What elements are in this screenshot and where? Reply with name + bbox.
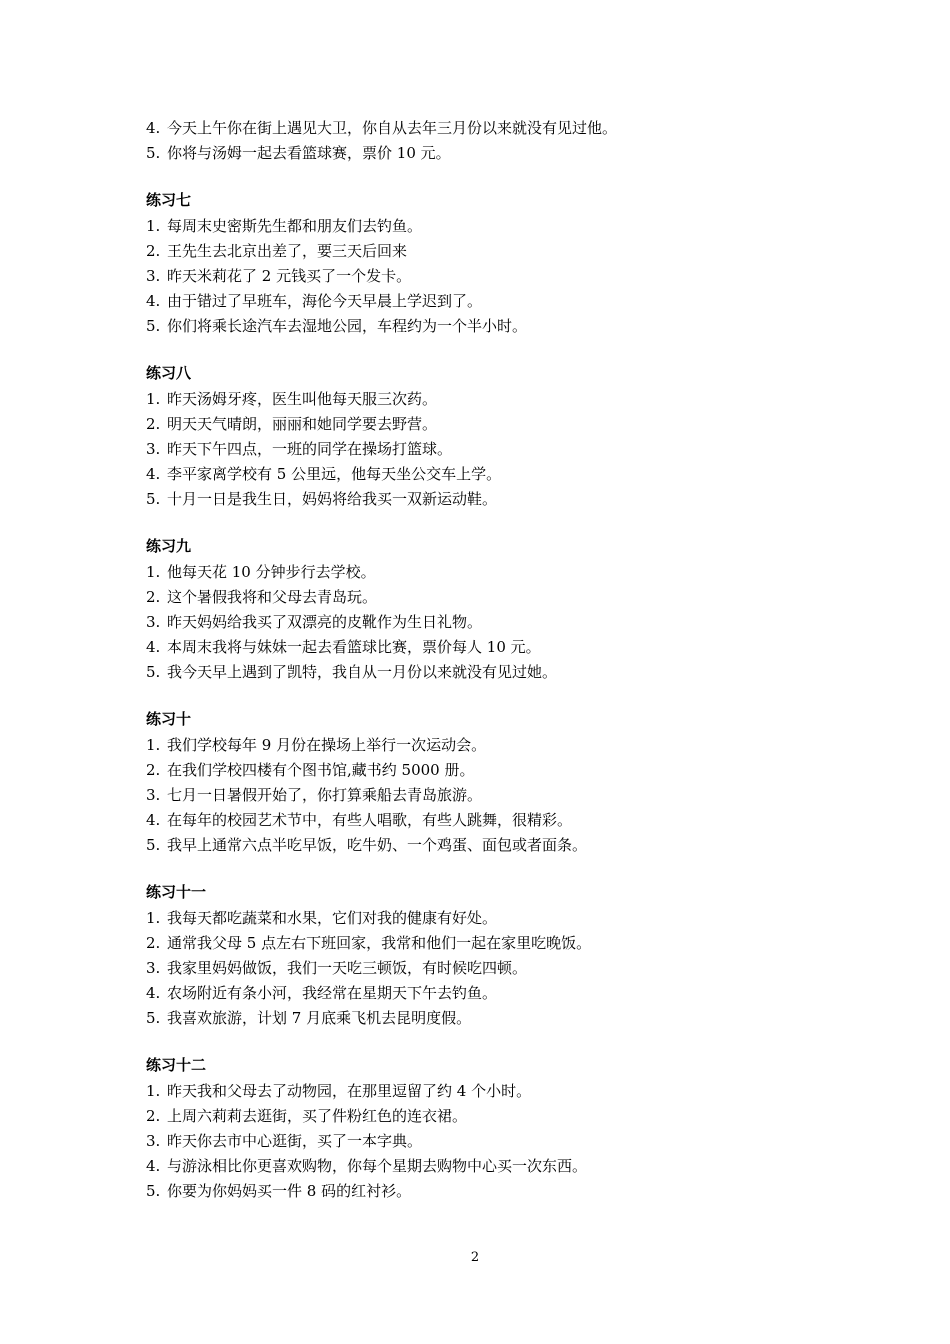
exercise-section-11 [146, 880, 826, 1031]
list-item [146, 660, 826, 685]
item-number: 3. [146, 786, 161, 804]
item-number: 5. [146, 144, 161, 162]
list-item [146, 981, 826, 1006]
item-number: 1. [146, 563, 161, 581]
item-number: 3. [146, 440, 161, 458]
item-text: 由于错过了早班车，海伦今天早晨上学迟到了。 [167, 292, 483, 310]
item-text: 我们学校每年 9 月份在操场上举行一次运动会。 [167, 736, 487, 754]
list-item [146, 214, 826, 239]
item-text: 七月一日暑假开始了，你打算乘船去青岛旅游。 [167, 786, 483, 804]
item-text: 我喜欢旅游，计划 7 月底乘飞机去昆明度假。 [167, 1009, 472, 1027]
section-title: 练习十一 [146, 883, 207, 901]
intro-block [146, 116, 826, 166]
list-item [146, 462, 826, 487]
item-text: 他每天花 10 分钟步行去学校。 [167, 563, 376, 581]
item-text: 昨天你去市中心逛街，买了一本字典。 [167, 1132, 423, 1150]
item-number: 4. [146, 292, 161, 310]
exercise-section-8 [146, 361, 826, 512]
section-title: 练习十二 [146, 1056, 207, 1074]
item-number: 4. [146, 638, 161, 656]
item-text: 农场附近有条小河，我经常在星期天下午去钓鱼。 [167, 984, 498, 1002]
section-title: 练习十 [146, 710, 192, 728]
exercise-section-12 [146, 1053, 826, 1204]
list-item [146, 116, 826, 141]
item-number: 2. [146, 588, 161, 606]
list-item [146, 783, 826, 808]
list-item [146, 1104, 826, 1129]
item-number: 4. [146, 1157, 161, 1175]
list-item [146, 264, 826, 289]
section-title: 练习九 [146, 537, 192, 555]
item-number: 3. [146, 1132, 161, 1150]
item-number: 5. [146, 663, 161, 681]
item-number: 5. [146, 836, 161, 854]
section-title: 练习七 [146, 191, 192, 209]
item-number: 2. [146, 242, 161, 260]
item-text: 昨天妈妈给我买了双漂亮的皮靴作为生日礼物。 [167, 613, 483, 631]
list-item [146, 141, 826, 166]
list-item [146, 1006, 826, 1031]
item-text: 明天天气晴朗，丽丽和她同学要去野营。 [167, 415, 438, 433]
list-item [146, 387, 826, 412]
exercise-section-9 [146, 534, 826, 685]
item-number: 2. [146, 1107, 161, 1125]
item-number: 1. [146, 1082, 161, 1100]
list-item [146, 1129, 826, 1154]
item-text: 我早上通常六点半吃早饭，吃牛奶、一个鸡蛋、面包或者面条。 [167, 836, 588, 854]
item-number: 5. [146, 317, 161, 335]
item-text: 昨天我和父母去了动物园，在那里逗留了约 4 个小时。 [167, 1082, 532, 1100]
item-number: 5. [146, 1009, 161, 1027]
item-text: 在我们学校四楼有个图书馆,藏书约 5000 册。 [167, 761, 475, 779]
item-number: 2. [146, 934, 161, 952]
item-text: 昨天下午四点，一班的同学在操场打篮球。 [167, 440, 453, 458]
list-item [146, 1079, 826, 1104]
item-text: 在每年的校园艺术节中，有些人唱歌，有些人跳舞，很精彩。 [167, 811, 573, 829]
item-number: 5. [146, 490, 161, 508]
item-number: 4. [146, 119, 161, 137]
exercise-section-7 [146, 188, 826, 339]
item-text: 你们将乘长途汽车去湿地公园，车程约为一个半小时。 [167, 317, 528, 335]
list-item [146, 635, 826, 660]
item-text: 你要为你妈妈买一件 8 码的红衬衫。 [167, 1182, 412, 1200]
list-item [146, 314, 826, 339]
item-text: 你将与汤姆一起去看篮球赛，票价 10 元。 [167, 144, 451, 162]
item-text: 今天上午你在街上遇见大卫，你自从去年三月份以来就没有见过他。 [167, 119, 618, 137]
list-item [146, 931, 826, 956]
item-number: 3. [146, 959, 161, 977]
item-text: 每周末史密斯先生都和朋友们去钓鱼。 [167, 217, 423, 235]
item-text: 我家里妈妈做饭，我们一天吃三顿饭，有时候吃四顿。 [167, 959, 528, 977]
item-text: 与游泳相比你更喜欢购物，你每个星期去购物中心买一次东西。 [167, 1157, 588, 1175]
list-item [146, 733, 826, 758]
list-item [146, 758, 826, 783]
list-item [146, 412, 826, 437]
item-number: 2. [146, 761, 161, 779]
item-text: 这个暑假我将和父母去青岛玩。 [167, 588, 378, 606]
item-number: 4. [146, 811, 161, 829]
item-number: 4. [146, 984, 161, 1002]
list-item [146, 560, 826, 585]
list-item [146, 487, 826, 512]
section-title: 练习八 [146, 364, 192, 382]
list-item [146, 808, 826, 833]
item-number: 5. [146, 1182, 161, 1200]
list-item [146, 1154, 826, 1179]
list-item [146, 906, 826, 931]
exercise-section-10 [146, 707, 826, 858]
item-text: 昨天汤姆牙疼，医生叫他每天服三次药。 [167, 390, 438, 408]
item-text: 十月一日是我生日，妈妈将给我买一双新运动鞋。 [167, 490, 498, 508]
item-text: 上周六莉莉去逛街，买了件粉红色的连衣裙。 [167, 1107, 468, 1125]
list-item [146, 239, 826, 264]
item-text: 王先生去北京出差了，要三天后回来 [167, 242, 408, 260]
item-number: 4. [146, 465, 161, 483]
item-text: 昨天米莉花了 2 元钱买了一个发卡。 [167, 267, 412, 285]
list-item [146, 956, 826, 981]
item-text: 李平家离学校有 5 公里远，他每天坐公交车上学。 [167, 465, 502, 483]
page-number: 2 [470, 1250, 480, 1265]
item-text: 本周末我将与妹妹一起去看篮球比赛，票价每人 10 元。 [167, 638, 541, 656]
item-text: 通常我父母 5 点左右下班回家，我常和他们一起在家里吃晚饭。 [167, 934, 592, 952]
item-number: 1. [146, 217, 161, 235]
document-content [146, 116, 826, 1204]
item-number: 1. [146, 736, 161, 754]
item-number: 3. [146, 613, 161, 631]
item-number: 1. [146, 909, 161, 927]
item-text: 我今天早上遇到了凯特，我自从一月份以来就没有见过她。 [167, 663, 558, 681]
item-number: 1. [146, 390, 161, 408]
item-text: 我每天都吃蔬菜和水果，它们对我的健康有好处。 [167, 909, 498, 927]
list-item [146, 437, 826, 462]
list-item [146, 610, 826, 635]
list-item [146, 585, 826, 610]
list-item [146, 1179, 826, 1204]
item-number: 2. [146, 415, 161, 433]
list-item [146, 289, 826, 314]
list-item [146, 833, 826, 858]
item-number: 3. [146, 267, 161, 285]
